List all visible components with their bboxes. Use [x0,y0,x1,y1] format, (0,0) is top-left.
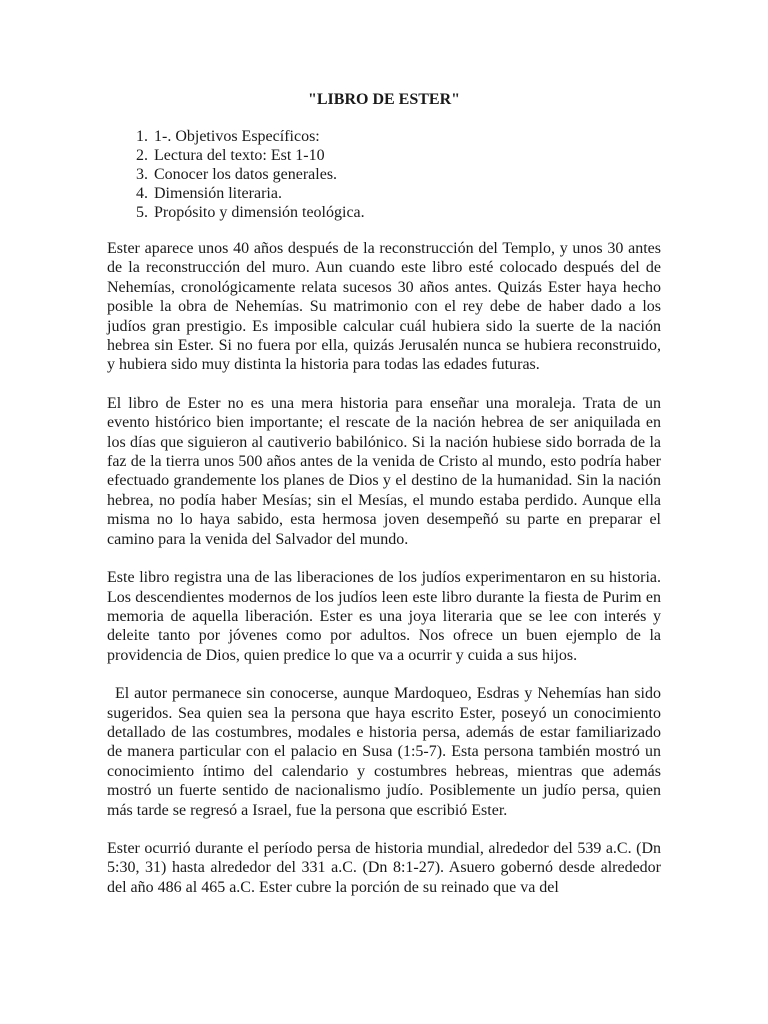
paragraph-context: Ester aparece unos 40 años después de la reconstrucción del Templo, y unos 30 antes de la reconstrucción del muro. Aun cuando este libro esté colocado después del de Nehemías, cronológicamente relata sucesos 30 años antes. Quizás Ester haya hecho posible la obra de Nehemías. Su matrimonio con el rey debe de haber dado a los judíos gran prestigio. Es imposible calcular cuál hubiera sido la suerte de la nación hebrea sin Ester. Si no fuera por ella, quizás Jerusalén nunca se hubiera reconstruido, y hubiera sido muy distinta la historia para todas las edades futuras. [107,240,661,374]
paragraph-history: El libro de Ester no es una mera historia para enseñar una moraleja. Trata de un evento histórico bien importante; el rescate de la nación hebrea de ser aniquilada en los días que siguieron al cautiverio babilónico. Si la nación hubiese sido borrada de la faz de la tierra unos 500 años antes de la venida de Cristo al mundo, esto podría haber efectuado grandemente los planes de Dios y el destino de la humanidad. Sin la nación hebrea, no podía haber Mesías; sin el Mesías, el mundo estaba perdido. Aunque ella misma no lo haya sabido, esta hermosa joven desempeñó su parte en preparar el camino para la venida del Salvador del mundo. [107,394,661,548]
objective-item: 3. Conocer los datos generales. [152,165,661,184]
paragraph-period: Ester ocurrió durante el período persa de historia mundial, alrededor del 539 a.C. (Dn 5:30, 31) hasta alrededor del 331 a.C. (Dn 8:1-27). Asuero gobernó desde alrededor del año 486 al 465 a.C. Ester cubre la porción de su reinado que va del [107,839,661,896]
paragraph-liberation: Este libro registra una de las liberaciones de los judíos experimentaron en su historia. Los descendientes modernos de los judíos leen este libro durante la fiesta de Purim en memoria de aquella liberación. Ester es una joya literaria que se lee con interés y deleite tanto por jóvenes como por adultos. Nos ofrece un buen ejemplo de la providencia de Dios, quien predice lo que va a ocurrir y cuida a sus hijos. [107,569,661,664]
objective-item: 2. Lectura del texto: Est 1-10 [152,146,661,165]
objective-item: 4. Dimensión literaria. [152,184,661,203]
objectives-list [107,127,661,222]
objective-item: 1. 1-. Objetivos Específicos: [152,127,661,146]
objective-item: 5. Propósito y dimensión teológica. [152,203,661,222]
document-title: "LIBRO DE ESTER" [307,91,461,108]
paragraph-author: El autor permanece sin conocerse, aunque Mardoqueo, Esdras y Nehemías han sido sugeridos. Sea quien sea la persona que haya escrito Ester, poseyó un conocimiento detallado de las costumbres, modales e historia persa, además de estar familiarizado de manera particular con el palacio en Susa (1:5-7). Esta persona también mostró un conocimiento íntimo del calendario y costumbres hebreas, mientras que además mostró un fuerte sentido de nacionalismo judío. Posiblemente un judío persa, quien más tarde se regresó a Israel, fue la persona que escribió Ester. [107,685,661,819]
